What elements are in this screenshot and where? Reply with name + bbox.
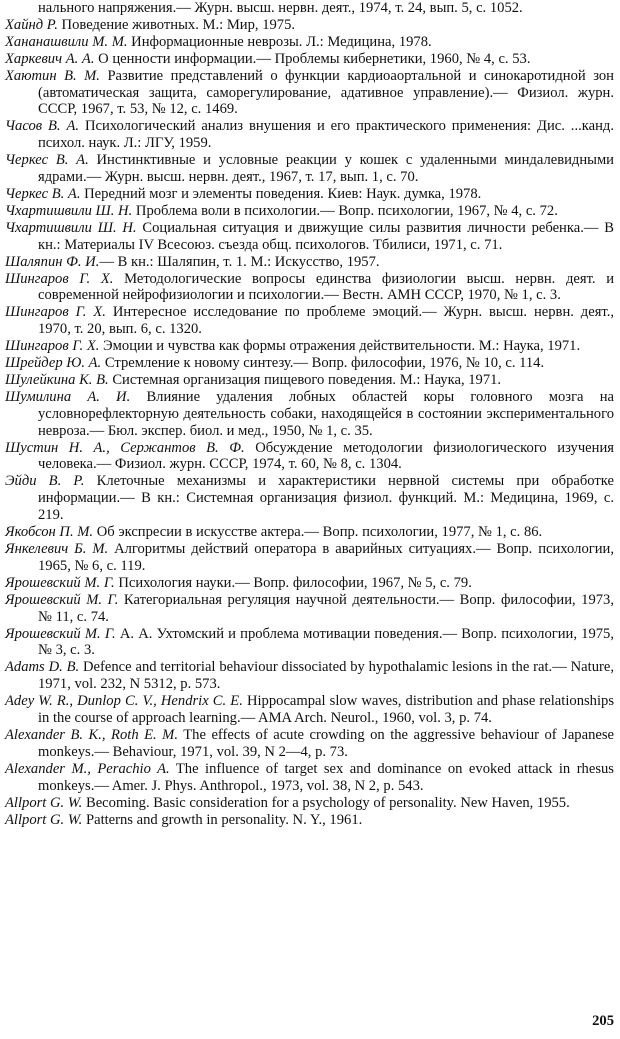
reference-author: Alexander M., Perachio A.	[5, 760, 170, 777]
reference-author: Эйди В. Р.	[5, 473, 85, 490]
reference-entry	[5, 524, 614, 541]
reference-entry	[5, 338, 614, 355]
reference-entry	[5, 34, 614, 51]
reference-text: Обсуждение методологии физиологического изучения человека.— Физиол. журн. СССР, 1974, т. 60, № 8, с. 1304.	[38, 439, 614, 473]
reference-author: Черкес В. А.	[5, 152, 89, 169]
reference-text: Эмоции и чувства как формы отражения действительности. М.: Наука, 1971.	[103, 338, 581, 355]
reference-entry	[5, 152, 614, 186]
reference-entry	[5, 389, 614, 440]
reference-text: Becoming. Basic consideration for a psychology of personality. New Haven, 1955.	[85, 794, 570, 811]
reference-entry	[5, 592, 614, 626]
reference-author: Хаютин В. М.	[5, 67, 100, 84]
reference-entry	[5, 17, 614, 34]
reference-text: Передний мозг и элементы поведения. Киев: Наук. думка, 1978.	[84, 185, 482, 202]
reference-text: Defence and territorial behaviour dissociated by hypothalamic lesions in the rat.— Nature, 1971, vol. 232, N 5312, p. 573.	[38, 659, 614, 693]
reference-author: Ярошевский М. Г.	[5, 574, 115, 591]
reference-entry	[5, 575, 614, 592]
reference-entry	[5, 473, 614, 524]
reference-text: Поведение животных. М.: Мир, 1975.	[61, 16, 296, 33]
reference-text: А. А. Ухтомский и проблема мотивации поведения.— Вопр. психологии, 1975, № 3, с. 3.	[38, 625, 614, 659]
reference-text: Категориальная регуляция научной деятельности.— Вопр. философии, 1973, № 11, с. 74.	[38, 591, 614, 625]
reference-text: Социальная ситуация и движущие силы развития личности ребенка.— В кн.: Материалы IV Всесоюз. съезда общ. психологов. Тбилиси, 1971, с. 71.	[38, 219, 614, 253]
reference-author: Alexander B. K., Roth E. M.	[5, 726, 178, 743]
reference-entry	[5, 626, 614, 660]
reference-text: Patterns and growth in personality. N. Y., 1961.	[85, 811, 363, 828]
reference-text: Алгоритмы действий оператора в аварийных ситуациях.— Вопр. психологии, 1965, № 6, с. 119.	[38, 541, 614, 574]
reference-entry	[5, 271, 614, 305]
reference-entry	[5, 304, 614, 338]
reference-text: Hippocampal slow waves, distribution and phase relationships in the course of approach learning.— AMA Arch. Neurol., 1960, vol. 3, p. 74.	[38, 693, 614, 727]
reference-text: Развитие представлений о функции кардиоаортальной и синокаротидной зон (автоматическая защита, саморегулирование, адативное управление).— Физиол. журн. СССР, 1967, т. 53, № 12, с. 1469.	[38, 67, 614, 118]
reference-text: Системная организация пищевого поведения. М.: Наука, 1971.	[112, 371, 502, 388]
reference-author: Шингаров Г. Х.	[5, 338, 100, 355]
reference-text: The influence of target sex and dominance on evoked attack in rhesus monkeys.— Amer. J. Phys. Anthropol., 1973, vol. 38, N 2, p. 543.	[38, 760, 614, 794]
reference-text: Интересное исследование по проблеме эмоций.— Журн. высш. нервн. деят., 1970, т. 20, вып. 6, с. 1320.	[38, 304, 615, 338]
reference-author: Черкес В. А.	[5, 185, 81, 202]
reference-entry	[5, 659, 614, 693]
reference-text: — В кн.: Шаляпин, т. 1. М.: Искусство, 1957.	[99, 253, 380, 270]
reference-author: Шумилина А. И.	[5, 388, 131, 405]
reference-entry	[5, 254, 614, 271]
reference-entry	[5, 51, 614, 68]
reference-entry	[5, 693, 614, 727]
reference-text: Методологические вопросы единства физиологии высш. нервн. деят. и современной нейрофизиологии и психологии.— Вестн. АМН СССР, 1970, № 1, с. 3.	[38, 270, 615, 304]
reference-entry	[5, 118, 614, 152]
reference-author: Хайнд Р.	[5, 16, 58, 33]
reference-text: Клеточные механизмы и характеристики нервной системы при обработке информации.— В кн.: Системная организация физиол. функций. М.: Медицина, 1969, с. 219.	[38, 473, 614, 524]
reference-text: Психология науки.— Вопр. философии, 1967, № 5, с. 79.	[118, 574, 472, 591]
reference-entry	[5, 68, 614, 119]
page-number: 205	[592, 1013, 614, 1029]
reference-entry	[5, 372, 614, 389]
reference-author: Чхартишвили Ш. Н.	[5, 202, 133, 219]
reference-author: Шулейкина К. В.	[5, 371, 109, 388]
reference-author: Шустин Н. А., Сержантов В. Ф.	[5, 439, 245, 456]
reference-author: Шаляпин Ф. И.	[5, 253, 100, 270]
reference-entry	[5, 220, 614, 254]
reference-author: Якобсон П. М.	[5, 524, 94, 541]
reference-author: Часов В. А.	[5, 118, 80, 135]
reference-text: The effects of acute crowding on the aggressive behaviour of Japanese monkeys.— Behaviour, 1971, vol. 39, N 2—4, p. 73.	[38, 726, 615, 760]
reference-text: Информационные неврозы. Л.: Медицина, 1978.	[131, 33, 432, 50]
reference-entry	[5, 0, 614, 17]
reference-author: Ярошевский М. Г.	[5, 625, 116, 642]
reference-author: Ярошевский М. Г.	[5, 591, 119, 608]
reference-author: Allport G. W.	[5, 794, 83, 811]
reference-author: Шрейдер Ю. А.	[5, 355, 102, 372]
reference-text: Влияние удаления лобных областей коры головного мозга на условнорефлекторную деятельность собаки, находящейся в состоянии экспериментального невроза.— Бюл. экспер. биол. и мед., 1950, № 1, с. 35.	[38, 388, 614, 439]
reference-author: Adey W. R., Dunlop C. V., Hendrix C. E.	[5, 693, 243, 710]
reference-author: Adams D. B.	[5, 659, 80, 676]
reference-text: О ценности информации.— Проблемы кибернетики, 1960, № 4, с. 53.	[98, 50, 531, 67]
reference-entry	[5, 355, 614, 372]
reference-author: Янкелевич Б. М.	[5, 541, 109, 557]
reference-text: Инстинктивные и условные реакции у кошек с удаленными миндалевидными ядрами.— Журн. высш. нервн. деят., 1967, т. 17, вып. 1, с. 70.	[38, 152, 614, 186]
reference-entry	[5, 186, 614, 203]
reference-author: Шингаров Г. Х.	[5, 270, 114, 287]
reference-entry	[5, 440, 614, 474]
reference-author: Хананашвили М. М.	[5, 33, 128, 50]
reference-text: Проблема воли в психологии.— Вопр. психологии, 1967, № 4, с. 72.	[135, 202, 558, 219]
reference-entry	[5, 727, 614, 761]
reference-text: Об экспресии в искусстве актера.— Вопр. психологии, 1977, № 1, с. 86.	[96, 524, 543, 541]
reference-text: Стремление к новому синтезу.— Вопр. философии, 1976, № 10, с. 114.	[104, 355, 545, 372]
reference-author: Харкевич А. А.	[5, 50, 95, 67]
reference-author: Allport G. W.	[5, 811, 83, 828]
reference-text: нального напряжения.— Журн. высш. нервн. деят., 1974, т. 24, вып. 5, с. 1052.	[38, 0, 523, 16]
reference-entry	[5, 795, 614, 812]
reference-entry	[5, 203, 614, 220]
reference-list	[5, 0, 614, 828]
reference-entry	[5, 761, 614, 795]
reference-entry	[5, 812, 614, 829]
reference-author: Чхартишвили Ш. Н.	[5, 219, 137, 236]
reference-entry	[5, 541, 614, 575]
reference-author: Шингаров Г. Х.	[5, 304, 106, 321]
reference-text: Психологический анализ внушения и его практического применения: Дис. ...канд. психол. наук. Л.: ЛГУ, 1959.	[38, 118, 614, 152]
